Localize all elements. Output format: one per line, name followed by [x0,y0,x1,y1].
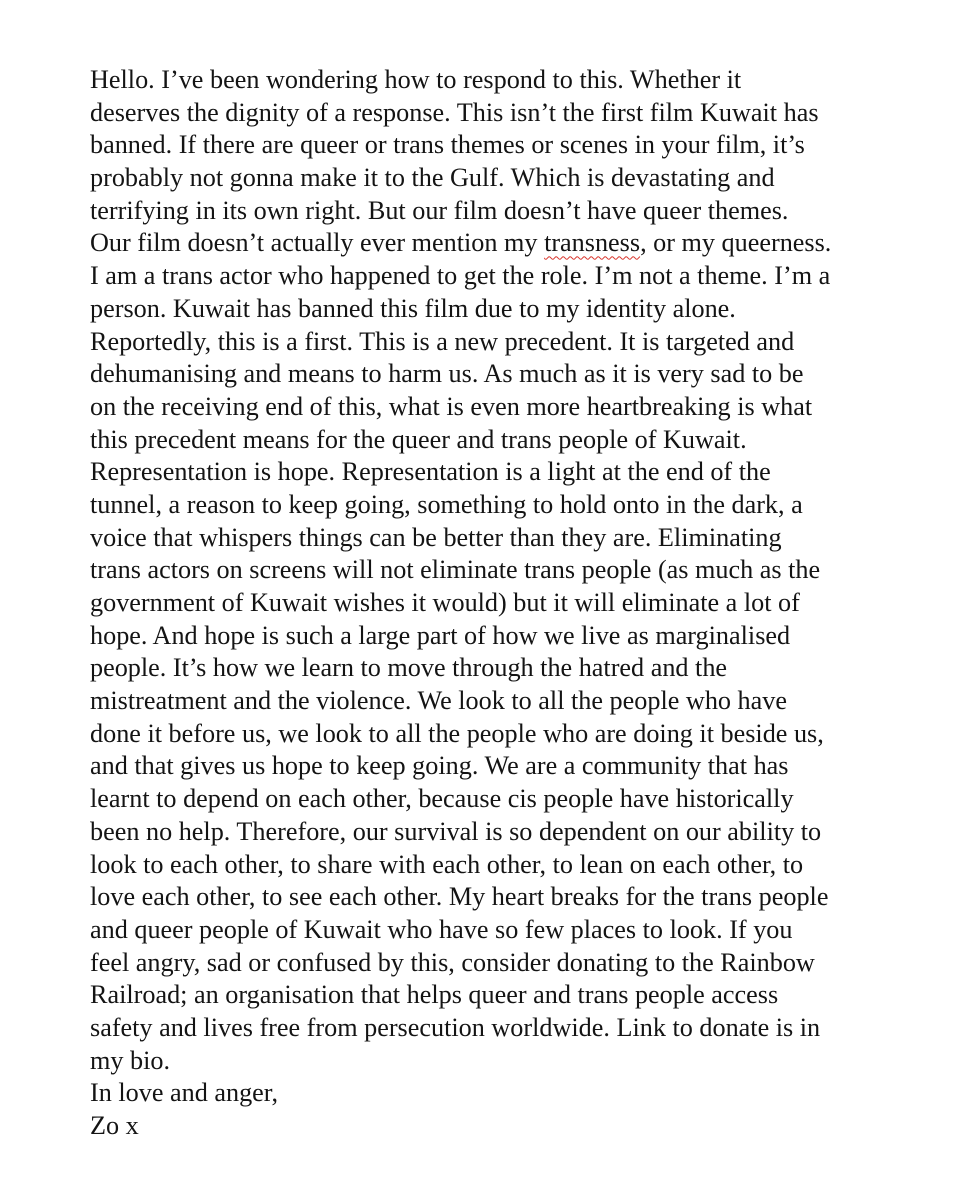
letter-line: mistreatment and the violence. We look to all the people who have [90,686,787,716]
letter-line: feel angry, sad or confused by this, consider donating to the Rainbow [90,947,815,977]
letter-line: hope. And hope is such a large part of how we live as marginalised [90,620,791,650]
letter-line-segment: Our film doesn’t actually ever mention my [90,228,545,258]
letter-line: and that gives us hope to keep going. We are a community that has [90,751,789,781]
letter-body [90,64,890,1143]
letter-line: voice that whispers things can be better than they are. Eliminating [90,522,782,552]
letter-line: look to each other, to share with each other, to lean on each other, to [90,849,804,879]
letter-line: on the receiving end of this, what is even more heartbreaking is what [90,391,813,421]
letter-line: probably not gonna make it to the Gulf. Which is devastating and [90,163,775,193]
letter-line: love each other, to see each other. My heart breaks for the trans people [90,882,829,912]
letter-line: tunnel, a reason to keep going, something to hold onto in the dark, a [90,489,803,519]
letter-line: I am a trans actor who happened to get the role. I’m not a theme. I’m a [90,261,831,291]
spellcheck-underlined-word[interactable]: transness [544,228,641,258]
letter-line: done it before us, we look to all the people who are doing it beside us, [90,718,824,748]
letter-line-with-spellcheck [90,227,890,260]
letter-line: trans actors on screens will not eliminate trans people (as much as the [90,555,821,585]
letter-signoff: In love and anger, [90,1078,279,1108]
letter-line: been no help. Therefore, our survival is so dependent on our ability to [90,816,822,846]
letter-line: Reportedly, this is a first. This is a new precedent. It is targeted and [90,326,795,356]
letter-line: my bio. [90,1045,171,1075]
letter-line: Railroad; an organisation that helps queer and trans people access [90,980,779,1010]
letter-line-segment: , or my queerness. [640,228,832,258]
letter-line: person. Kuwait has banned this film due to my identity alone. [90,293,736,323]
letter-line: and queer people of Kuwait who have so few places to look. If you [90,914,793,944]
letter-line: this precedent means for the queer and trans people of Kuwait. [90,424,747,454]
letter-signature: Zo x [90,1111,139,1140]
letter-line: government of Kuwait wishes it would) but it will eliminate a lot of [90,588,800,617]
letter-line: deserves the dignity of a response. This isn’t the first film Kuwait has [90,97,819,127]
letter-line: people. It’s how we learn to move through the hatred and the [90,653,728,683]
letter-line: Hello. I’ve been wondering how to respond to this. Whether it [90,65,742,94]
letter-line: dehumanising and means to harm us. As much as it is very sad to be [90,359,804,389]
letter-line: safety and lives free from persecution worldwide. Link to donate is in [90,1012,821,1042]
letter-line: terrifying in its own right. But our film doesn’t have queer themes. [90,195,789,225]
letter-line: banned. If there are queer or trans themes or scenes in your film, it’s [90,130,805,160]
letter-line: learnt to depend on each other, because cis people have historically [90,784,794,814]
letter-line: Representation is hope. Representation is a light at the end of the [90,457,771,487]
